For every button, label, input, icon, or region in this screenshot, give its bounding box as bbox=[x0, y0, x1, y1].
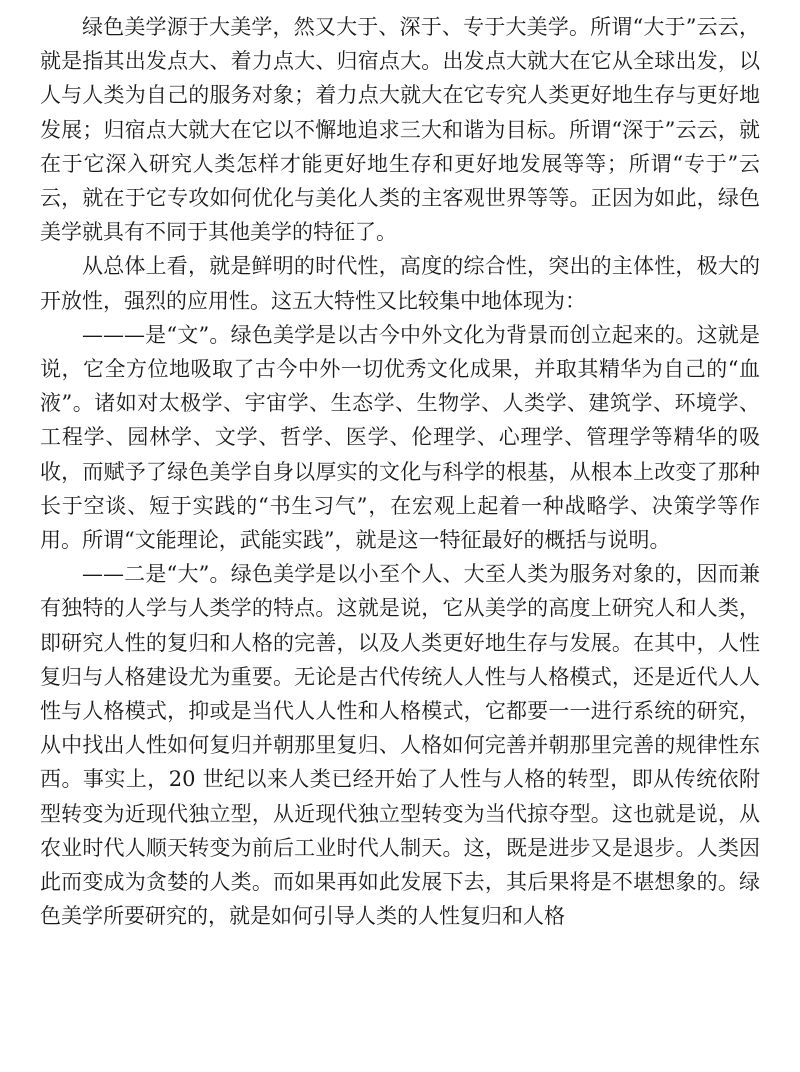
paragraph-1: 绿色美学源于大美学，然又大于、深于、专于大美学。所谓“大于”云云，就是指其出发点大、着力点大、归宿点大。出发点大就大在它从全球出发，以人与人类为自己的服务对象；着力点大就大在它专究人类更好地生存与更好地发展；归宿点大就大在它以不懈地追求三大和谐为目标。所谓“深于”云云，就在于它深入研究人类怎样才能更好地生存和更好地发展等等；所谓“专于”云云，就在于它专攻如何优化与美化人类的主客观世界等等。正因为如此，绿色美学就具有不同于其他美学的特征了。 bbox=[40, 15, 760, 245]
paragraph-2: 从总体上看，就是鲜明的时代性，高度的综合性，突出的主体性，极大的开放性，强烈的应用性。这五大特性又比较集中地体现为： bbox=[40, 254, 760, 313]
paragraph-3: ———是“文”。绿色美学是以古今中外文化为背景而创立起来的。这就是说，它全方位地吸取了古今中外一切优秀文化成果，并取其精华为自己的“血液”。诸如对太极学、宇宙学、生态学、生物学、人类学、建筑学、环境学、工程学、园林学、文学、哲学、医学、伦理学、心理学、管理学等精华的吸收，而赋予了绿色美学自身以厚实的文化与科学的根基，从根本上改变了那种长于空谈、短于实践的“书生习气”，在宏观上起着一种战略学、决策学等作用。所谓“文能理论，武能实践”，就是这一特征最好的概括与说明。 bbox=[40, 322, 760, 553]
paragraph-4: ——二是“大”。绿色美学是以小至个人、大至人类为服务对象的，因而兼有独特的人学与人类学的特点。这就是说，它从美学的高度上研究人和人类，即研究人性的复归和人格的完善，以及人类更好地生存与发展。在其中，人性复归与人格建设尤为重要。无论是古代传统人人性与人格模式，还是近代人人性与人格模式，抑或是当代人人性和人格模式，它都要一一进行系统的研究，从中找出人性如何复归并朝那里复归、人格如何完善并朝那里完善的规律性东西。事实上，20 世纪以来人类已经开始了人性与人格的转型，即从传统依附型转变为近现代独立型，从近现代独立型转变为当代掠夺型。这也就是说，从农业时代人顺天转变为前后工业时代人制天。这，既是进步又是退步。人类因此而变成为贪婪的人类。而如果再如此发展下去，其后果将是不堪想象的。绿色美学所要研究的，就是如何引导人类的人性复归和人格 bbox=[40, 562, 760, 929]
document-page bbox=[40, 10, 760, 933]
